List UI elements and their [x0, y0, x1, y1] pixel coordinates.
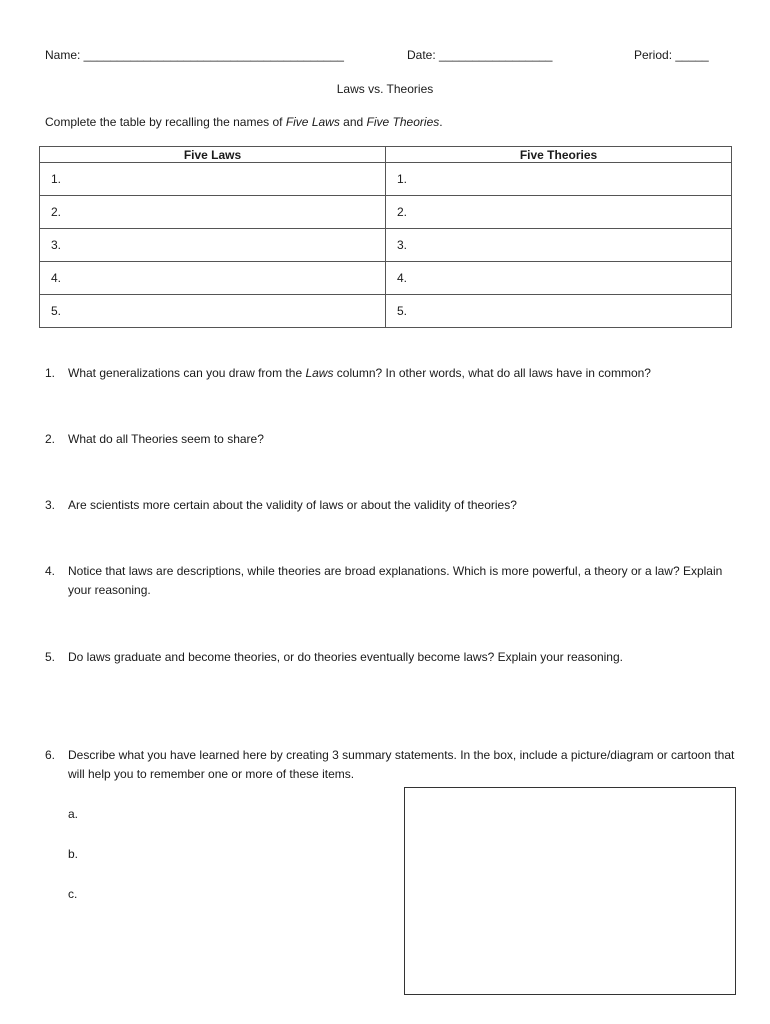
- instructions: [45, 115, 443, 129]
- law-cell[interactable]: 1.: [40, 163, 386, 196]
- period-field-label[interactable]: Period: _____: [634, 48, 709, 62]
- question-6: [45, 746, 735, 784]
- col-header-theories: Five Theories: [386, 147, 732, 163]
- table-row: [40, 262, 732, 295]
- summary-item-c: c.: [68, 887, 78, 901]
- question-text: Notice that laws are descriptions, while theories are broad explanations. Which is more powerful, a theory or a law? Explain your reasoning.: [68, 564, 723, 597]
- col-header-laws: Five Laws: [40, 147, 386, 163]
- question-text-part: What generalizations can you draw from the: [68, 366, 306, 380]
- question-text: Are scientists more certain about the validity of laws or about the validity of theories?: [68, 498, 517, 512]
- question-4: [45, 562, 735, 600]
- theory-cell[interactable]: 2.: [386, 196, 732, 229]
- theory-cell[interactable]: 3.: [386, 229, 732, 262]
- question-text-laws: Laws: [305, 366, 334, 380]
- name-field-label[interactable]: Name: _______________________________________: [45, 48, 344, 62]
- theory-cell[interactable]: 1.: [386, 163, 732, 196]
- question-number: 4.: [45, 564, 56, 578]
- table-row: [40, 295, 732, 328]
- law-cell[interactable]: 3.: [40, 229, 386, 262]
- summary-item-b: b.: [68, 847, 79, 861]
- question-number: 5.: [45, 650, 56, 664]
- drawing-box[interactable]: [404, 787, 736, 995]
- instructions-theories: Five Theories: [366, 115, 440, 129]
- table-header-row: [40, 147, 732, 163]
- theory-cell[interactable]: 4.: [386, 262, 732, 295]
- question-5: [45, 648, 735, 667]
- instructions-and: and: [339, 115, 367, 129]
- table-row: [40, 229, 732, 262]
- question-text: Describe what you have learned here by creating 3 summary statements. In the box, include a picture/diagram or cartoon that will help you to remember one or more of these items.: [68, 748, 735, 781]
- question-text: Do laws graduate and become theories, or do theories eventually become laws? Explain your reasoning.: [68, 650, 623, 664]
- date-field-label[interactable]: Date: _________________: [407, 48, 553, 62]
- page-title: Laws vs. Theories: [336, 82, 434, 96]
- law-cell[interactable]: 2.: [40, 196, 386, 229]
- summary-item-a: a.: [68, 807, 79, 821]
- instructions-text: Complete the table by recalling the names of: [45, 115, 286, 129]
- question-number: 3.: [45, 498, 56, 512]
- question-text: [68, 364, 735, 383]
- instructions-laws: Five Laws: [285, 115, 340, 129]
- question-number: 1.: [45, 366, 56, 380]
- table-row: [40, 196, 732, 229]
- question-text: What do all Theories seem to share?: [68, 432, 264, 446]
- question-number: 6.: [45, 748, 56, 762]
- question-2: [45, 430, 735, 449]
- question-text-part: column? In other words, what do all laws have in common?: [333, 366, 651, 380]
- question-3: [45, 496, 735, 515]
- law-cell[interactable]: 4.: [40, 262, 386, 295]
- question-number: 2.: [45, 432, 56, 446]
- instructions-period: .: [439, 115, 443, 129]
- question-1: [45, 364, 735, 383]
- table-row: [40, 163, 732, 196]
- laws-theories-table: [39, 146, 732, 328]
- theory-cell[interactable]: 5.: [386, 295, 732, 328]
- law-cell[interactable]: 5.: [40, 295, 386, 328]
